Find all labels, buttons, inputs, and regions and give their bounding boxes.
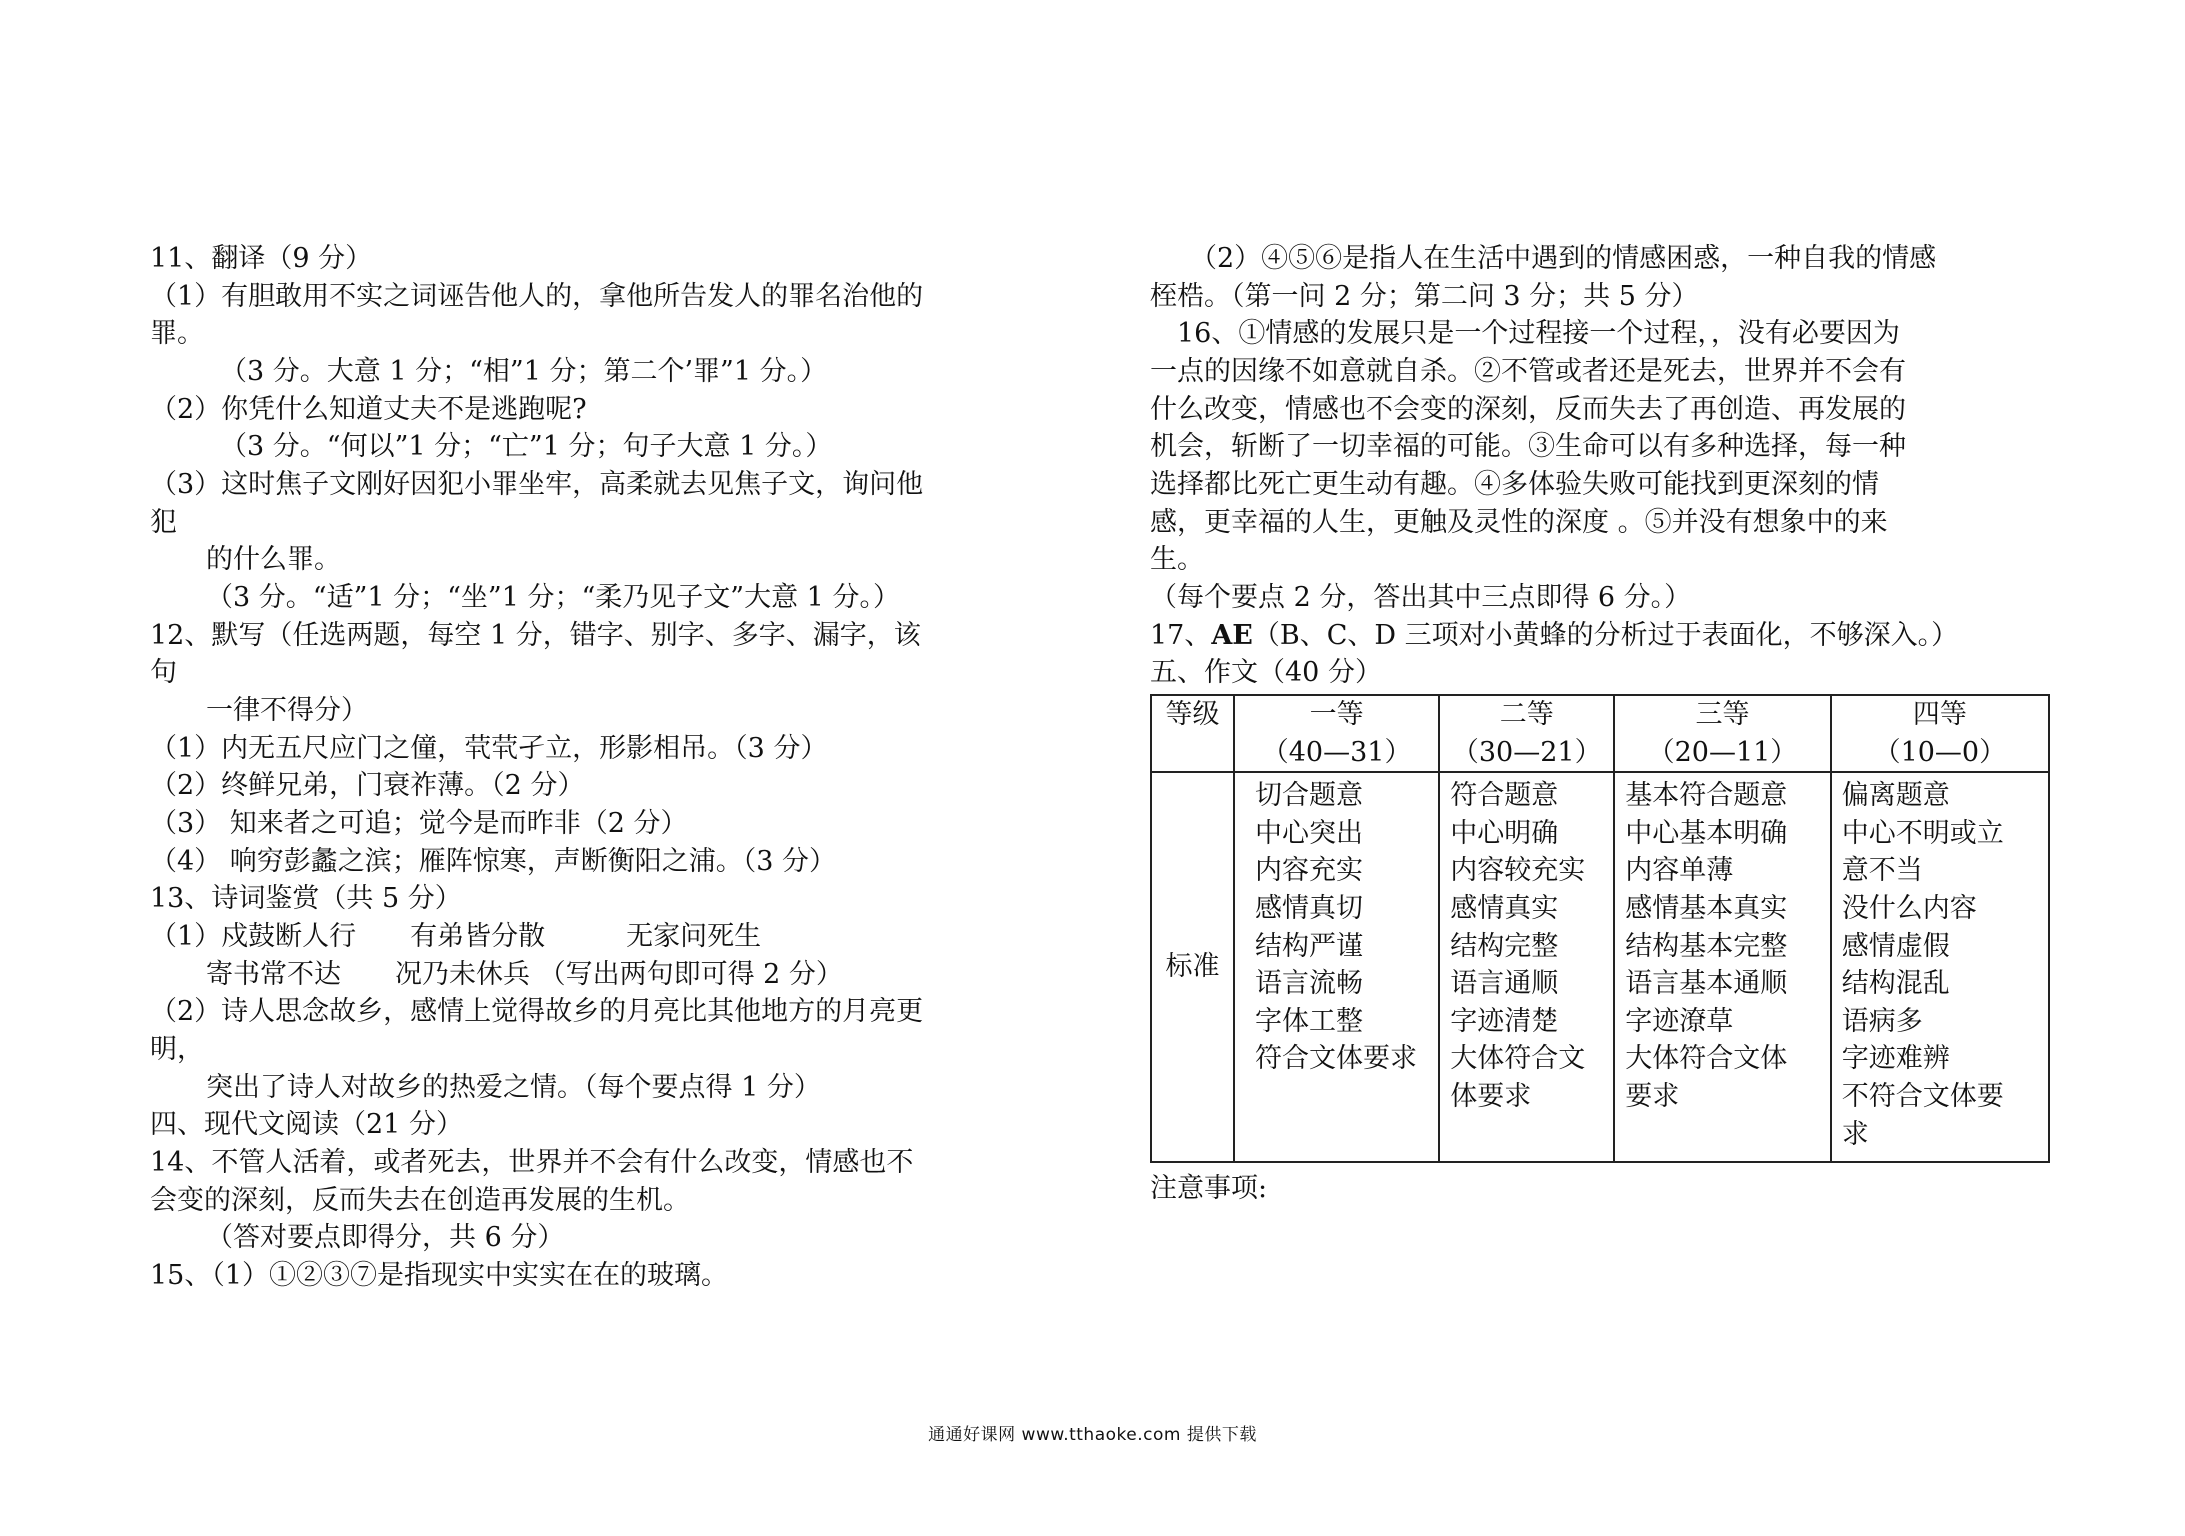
criterion: 体要求 (1450, 1080, 1532, 1112)
criterion: 符合文体要求 (1255, 1043, 1417, 1075)
q16-answer: 16、①情感的发展只是一个过程接一个过程，，没有必要因为 (1177, 318, 1900, 349)
criterion: 感情真切 (1255, 892, 1363, 924)
criterion: 符合题意 (1450, 780, 1559, 812)
essay-heading: 五、作文（40 分） (1150, 657, 1382, 688)
grade-name: 二等 (1499, 699, 1554, 730)
q14-answer-cont: 会变的深刻，反而失去在创造再发展的生机。 (150, 1185, 690, 1216)
q13-1-answer: （1）戍鼓断人行 有弟皆分散 无家问死生 (150, 921, 762, 952)
criterion: 求 (1841, 1118, 1869, 1150)
grade-1-head (1234, 695, 1439, 772)
criterion: 语言流畅 (1255, 968, 1363, 1000)
q11-1-scoring: （3 分。大意 1 分；“相”1 分；第二个’罪”1 分。） (220, 356, 828, 387)
criterion: 中心明确 (1450, 817, 1559, 849)
q16-scoring: （每个要点 2 分，答出其中三点即得 6 分。） (1150, 582, 1692, 613)
criterion: 意不当 (1841, 855, 1923, 887)
q13-2-answer: （2）诗人思念故乡，感情上觉得故乡的月亮比其他地方的月亮更 (150, 996, 924, 1027)
criterion: 内容单薄 (1625, 855, 1734, 887)
q12-2-answer: （2）终鲜兄弟，门衰祚薄。（2 分） (150, 770, 585, 801)
criterion: 偏离题意 (1841, 780, 1950, 812)
q17-explanation: （B、C、D 三项对小黄蜂的分析过于表面化，不够深入。） (1252, 620, 1959, 651)
q11-3-scoring: （3 分。“适”1 分；“坐”1 分；“柔乃见子文”大意 1 分。） (206, 582, 900, 613)
q14-scoring: （答对要点即得分，共 6 分） (206, 1222, 565, 1253)
q15-2-answer: （2）④⑤⑥是指人在生活中遇到的情感困惑，一种自我的情感 (1190, 243, 1937, 274)
footer-credit: 通通好课网 www.tthaoke.com 提供下载 (928, 1425, 1257, 1445)
q16-answer-l2: 一点的因缘不如意就自杀。②不管或者还是死去，世界并不会有 (1150, 356, 1906, 387)
criterion: 字迹难辨 (1841, 1043, 1950, 1075)
q16-answer-l7: 生。 (1150, 544, 1204, 575)
criterion: 结构完整 (1450, 930, 1559, 962)
q13-1-answer-cont: 寄书常不达 况乃未休兵 （写出两句即可得 2 分） (206, 959, 843, 990)
criteria-label-cell (1151, 772, 1234, 1162)
grade-name: 三等 (1695, 699, 1750, 730)
note-heading: 注意事项: (1150, 1173, 1268, 1204)
criterion: 字体工整 (1255, 1005, 1363, 1037)
criterion: 要求 (1625, 1080, 1680, 1112)
grade-criteria-row (1151, 772, 2049, 1162)
criterion: 内容充实 (1255, 855, 1363, 887)
criterion: 切合题意 (1255, 780, 1363, 812)
q11-heading: 11、翻译（9 分） (150, 243, 373, 274)
criteria-label: 标准 (1165, 951, 1220, 983)
criterion: 中心不明或立 (1841, 817, 2004, 849)
grade-4-criteria (1831, 772, 2049, 1162)
grade-2-head (1439, 695, 1614, 772)
q12-4-answer: （4） 响穷彭蠡之滨；雁阵惊寒，声断衡阳之浦。（3 分） (150, 846, 837, 877)
criterion: 感情虚假 (1841, 930, 1950, 962)
grade-3-criteria (1614, 772, 1830, 1162)
criterion: 语言通顺 (1450, 968, 1559, 1000)
grade-label: 等级 (1165, 699, 1220, 730)
q13-2-answer-cont: 明， (150, 1034, 204, 1065)
criterion: 基本符合题意 (1625, 780, 1788, 812)
criterion: 感情真实 (1450, 892, 1559, 924)
q16-answer-l3: 什么改变，情感也不会变的深刻，反而失去了再创造、再发展的 (1150, 394, 1906, 425)
q17-choice: AE (1211, 620, 1253, 651)
grade-range: （10—0） (1873, 736, 2007, 768)
grade-range: （20—11） (1647, 736, 1798, 768)
q12-3-answer: （3） 知来者之可追；觉今是而昨非（2 分） (150, 808, 688, 839)
q16-answer-l5: 选择都比死亡更生动有趣。④多体验失败可能找到更深刻的情 (1150, 469, 1879, 500)
q11-2-scoring: （3 分。“何以”1 分；“亡”1 分；句子大意 1 分。） (220, 431, 833, 462)
q11-3-answer: （3）这时焦子文刚好因犯小罪坐牢，高柔就去见焦子文，询问他 (150, 469, 924, 500)
grade-range: （40—31） (1261, 736, 1412, 768)
grade-label-cell (1151, 695, 1234, 772)
criterion: 大体符合文 (1450, 1043, 1586, 1075)
criterion: 中心突出 (1255, 817, 1363, 849)
criterion: 结构混乱 (1841, 968, 1950, 1000)
grade-4-head (1831, 695, 2049, 772)
q16-answer-l4: 机会，斩断了一切幸福的可能。③生命可以有多种选择，每一种 (1150, 431, 1906, 462)
q14-answer: 14、不管人活着，或者死去，世界并不会有什么改变，情感也不 (150, 1147, 914, 1178)
grade-3-head (1614, 695, 1830, 772)
criterion: 结构严谨 (1255, 930, 1363, 962)
essay-grade-table (1150, 694, 2050, 1163)
criterion: 语言基本通顺 (1625, 968, 1788, 1000)
grade-name: 四等 (1912, 699, 1967, 730)
grade-2-criteria (1439, 772, 1614, 1162)
q11-1-answer: （1）有胆敢用不实之词诬告他人的，拿他所告发人的罪名治他的 (150, 281, 924, 312)
q15-1-answer: 15、（1）①②③⑦是指现实中实实在在的玻璃。 (150, 1260, 729, 1291)
criterion: 感情基本真实 (1625, 892, 1788, 924)
grade-range: （30—21） (1451, 736, 1602, 768)
q11-3-answer-cont: 犯 (150, 507, 177, 538)
criterion: 大体符合文体 (1625, 1043, 1788, 1075)
criterion: 内容较充实 (1450, 855, 1586, 887)
grade-1-criteria (1234, 772, 1439, 1162)
section4-heading: 四、现代文阅读（21 分） (150, 1109, 463, 1140)
q13-heading: 13、诗词鉴赏（共 5 分） (150, 883, 462, 914)
q16-answer-l6: 感，更幸福的人生，更触及灵性的深度 。⑤并没有想象中的来 (1150, 507, 1888, 538)
criterion: 语病多 (1841, 1005, 1923, 1037)
criterion: 结构基本完整 (1625, 930, 1788, 962)
criterion: 没什么内容 (1841, 892, 1977, 924)
q11-1-answer-cont: 罪。 (150, 318, 204, 349)
q12-heading-cont2: 一律不得分） (206, 695, 368, 726)
q12-heading: 12、默写（任选两题，每空 1 分，错字、别字、多字、漏字，该 (150, 620, 921, 651)
grade-header-row (1151, 695, 2049, 772)
q12-heading-cont: 句 (150, 657, 177, 688)
criterion: 字迹清楚 (1450, 1005, 1559, 1037)
q17-prefix: 17、 (1150, 620, 1212, 651)
grade-name: 一等 (1309, 699, 1364, 730)
criterion: 字迹潦草 (1625, 1005, 1734, 1037)
q11-3-answer-cont2: 的什么罪。 (206, 544, 341, 575)
q17-answer (1150, 617, 1958, 655)
q13-2-answer-cont2: 突出了诗人对故乡的热爱之情。（每个要点得 1 分） (206, 1072, 821, 1103)
criterion: 不符合文体要 (1841, 1080, 2004, 1112)
criterion: 中心基本明确 (1625, 817, 1788, 849)
q15-2-answer-cont: 桎梏。（第一问 2 分；第二问 3 分；共 5 分） (1150, 281, 1699, 312)
q12-1-answer: （1）内无五尺应门之僮，茕茕孑立，形影相吊。（3 分） (150, 733, 828, 764)
q11-2-answer: （2）你凭什么知道丈夫不是逃跑呢? (150, 394, 587, 425)
